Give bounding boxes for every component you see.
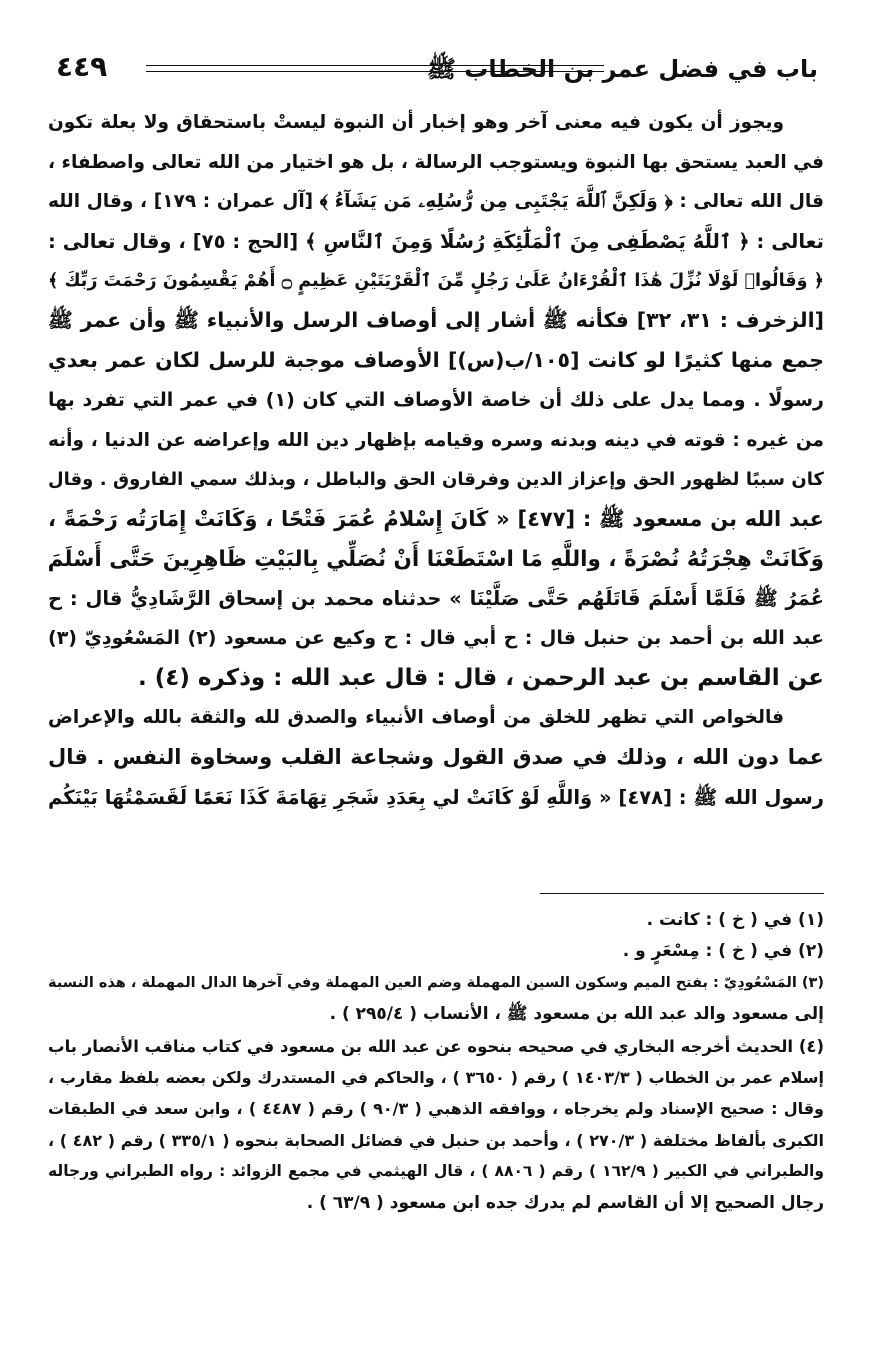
text-line: عبد الله بن مسعود ﷺ : [٤٧٧] « كَانَ إِسْلامُ عُمَرَ فَتْحًا ، وَكَانَتْ إِمَارَتُه رَحْمَةً ،	[48, 506, 824, 531]
footnote-line: الكبرى بألفاظ مختلفة ( ٢٧٠/٣ ) ، وأحمد بن حنبل في فضائل الصحابة بنحوه ( ٣٣٥/١ ) رقم ( ٤٨٢ ) ،	[48, 1130, 824, 1150]
text-line: تعالى : ﴿ ٱللَّهُ يَصْطَفِى مِنَ ٱلْمَلَٰٓئِكَةِ رُسُلًا وَمِنَ ٱلنَّاسِ ﴾ [الحج : ٧٥] ، وقال تعالى :	[48, 230, 824, 254]
footnote-separator	[540, 893, 824, 894]
text-line: من غيره : قوته في دينه وبدنه وسره وقيامه بإظهار دين الله وإعراضه عن الدنيا ، وأنه	[48, 429, 824, 451]
footnote-line: (٢) في ( خ ) : مِسْعَرٍ و .	[622, 941, 824, 962]
text-line: كان سببًا لظهور الحق وإعزاز الدين وفرقان الحق والباطل ، وبذلك سمي الفاروق . وقال	[48, 469, 824, 491]
footnote-line: والطبراني في الكبير ( ١٦٢/٩ ) رقم ( ٨٨٠٦ ) ، قال الهيثمي في مجمع الزوائد : رواه الطبراني ورجاله	[48, 1162, 824, 1181]
footnote-line: إسلام عمر بن الخطاب ( ١٤٠٣/٣ ) رقم ( ٣٦٥٠ ) ، والحاكم في المستدرك ولكن بعضه بلفظ مقارب ،	[48, 1067, 824, 1087]
text-line: وَكَانَتْ هِجْرَتُهُ نُصْرَةً ، واللَّهِ مَا اسْتَطَعْنَا أَنْ نُصَلِّي بِالبَيْتِ ظَاهِرِينَ حَتَّى أَسْلَمَ	[48, 546, 824, 572]
page-number: ٤٤٩	[56, 50, 108, 83]
footnote-line: رجال الصحيح إلا أن القاسم لم يدرك جده ابن مسعود ( ٦٣/٩ ) .	[306, 1192, 824, 1213]
text-line: رسول الله ﷺ : [٤٧٨] « وَاللَّهِ لَوْ كَانَتْ لي بِعَدَدِ شَجَرِ تِهَامَةَ كَذَا نَعَمًا لَقَسَمْتُهَا بَيْنَكُم	[48, 785, 824, 809]
text-line: جمع منها كثيرًا لو كانت [١٠٥/ب(س)] الأوصاف موجبة للرسل لكان عمر بعدي	[48, 348, 824, 373]
text-line: عما دون الله ، وذلك في صدق القول وشجاعة القلب وسخاوة النفس . قال	[48, 745, 824, 769]
text-line: ويجوز أن يكون فيه معنى آخر وهو إخبار أن النبوة ليستْ باستحقاق ولا بعلة تكون	[48, 112, 784, 133]
text-line: في العبد يستحق بها النبوة ويستوجب الرسالة ، بل هو اختيار من الله تعالى واصطفاء ،	[48, 151, 824, 173]
header-double-rule	[146, 65, 604, 72]
text-line: ﴿ وَقَالُوا۟ لَوْلَا نُزِّلَ هَٰذَا ٱلْقُرْءَانُ عَلَىٰ رَجُلٍ مِّنَ ٱلْقَرْيَتَيْنِ عَظِيمٍ ۝ أَهُمْ يَقْسِمُونَ رَحْمَتَ رَبِّكَ ﴾	[48, 270, 824, 291]
text-line: عن القاسم بن عبد الرحمن ، قال : قال عبد الله : وذكره (٤) .	[138, 664, 824, 691]
footnote-line: (٣) المَسْعُودِيّ : بفتح الميم وسكون السين المهملة وضم العين المهملة وفي آخرها الدال المهملة ، هذه النسبة	[48, 974, 824, 991]
footnote-line: (٤) الحديث أخرجه البخاري في صحيحه بنحوه عن عبد الله بن مسعود في كتاب مناقب الأنصار باب	[48, 1036, 824, 1056]
footnote-line: (١) في ( خ ) : كانت .	[646, 910, 824, 930]
text-line: [الزخرف : ٣١، ٣٢] فكأنه ﷺ أشار إلى أوصاف الرسل والأنبياء ﷺ وأن عمر ﷺ	[48, 308, 824, 333]
footnote-line: وقال : صحيح الإسناد ولم يخرجاه ، ووافقه الذهبي ( ٩٠/٣ ) رقم ( ٤٤٨٧ ) ، وابن سعد في الطبقات	[48, 1099, 824, 1119]
text-line: عبد الله بن أحمد بن حنبل قال : ح أبي قال : ح وكيع عن مسعود (٢) المَسْعُودِيّ (٣)	[48, 626, 824, 649]
text-line: رسولًا . ومما يدل على ذلك أن خاصة الأوصاف التي كان (١) في عمر التي تفرد بها	[48, 388, 824, 411]
main-text	[48, 103, 824, 817]
running-title: باب في فضل عمر بن الخطاب ﷺ	[426, 55, 818, 83]
footnotes	[48, 905, 824, 1219]
footnote-line: إلى مسعود والد عبد الله بن مسعود ﷺ ، الأنساب ( ٢٩٥/٤ ) .	[329, 1004, 824, 1025]
text-line: قال الله تعالى : ﴿ وَلَكِنَّ ٱللَّهَ يَجْتَبِى مِن رُّسُلِهِۦ مَن يَشَآءُ ﴾ [آل عمران : ١٧٩] ، وقال الله	[48, 191, 824, 213]
text-line: فالخواص التي تظهر للخلق من أوصاف الأنبياء والصدق لله والثقة بالله والإعراض	[48, 707, 784, 729]
page-header	[56, 50, 818, 90]
text-line: عُمَرُ ﷺ فَلَمَّا أَسْلَمَ قَاتَلَهُم حَتَّى صَلَّيْنَا » حدثناه محمد بن إسحاق الرَّشَادِيُّ قال : ح	[48, 587, 824, 611]
